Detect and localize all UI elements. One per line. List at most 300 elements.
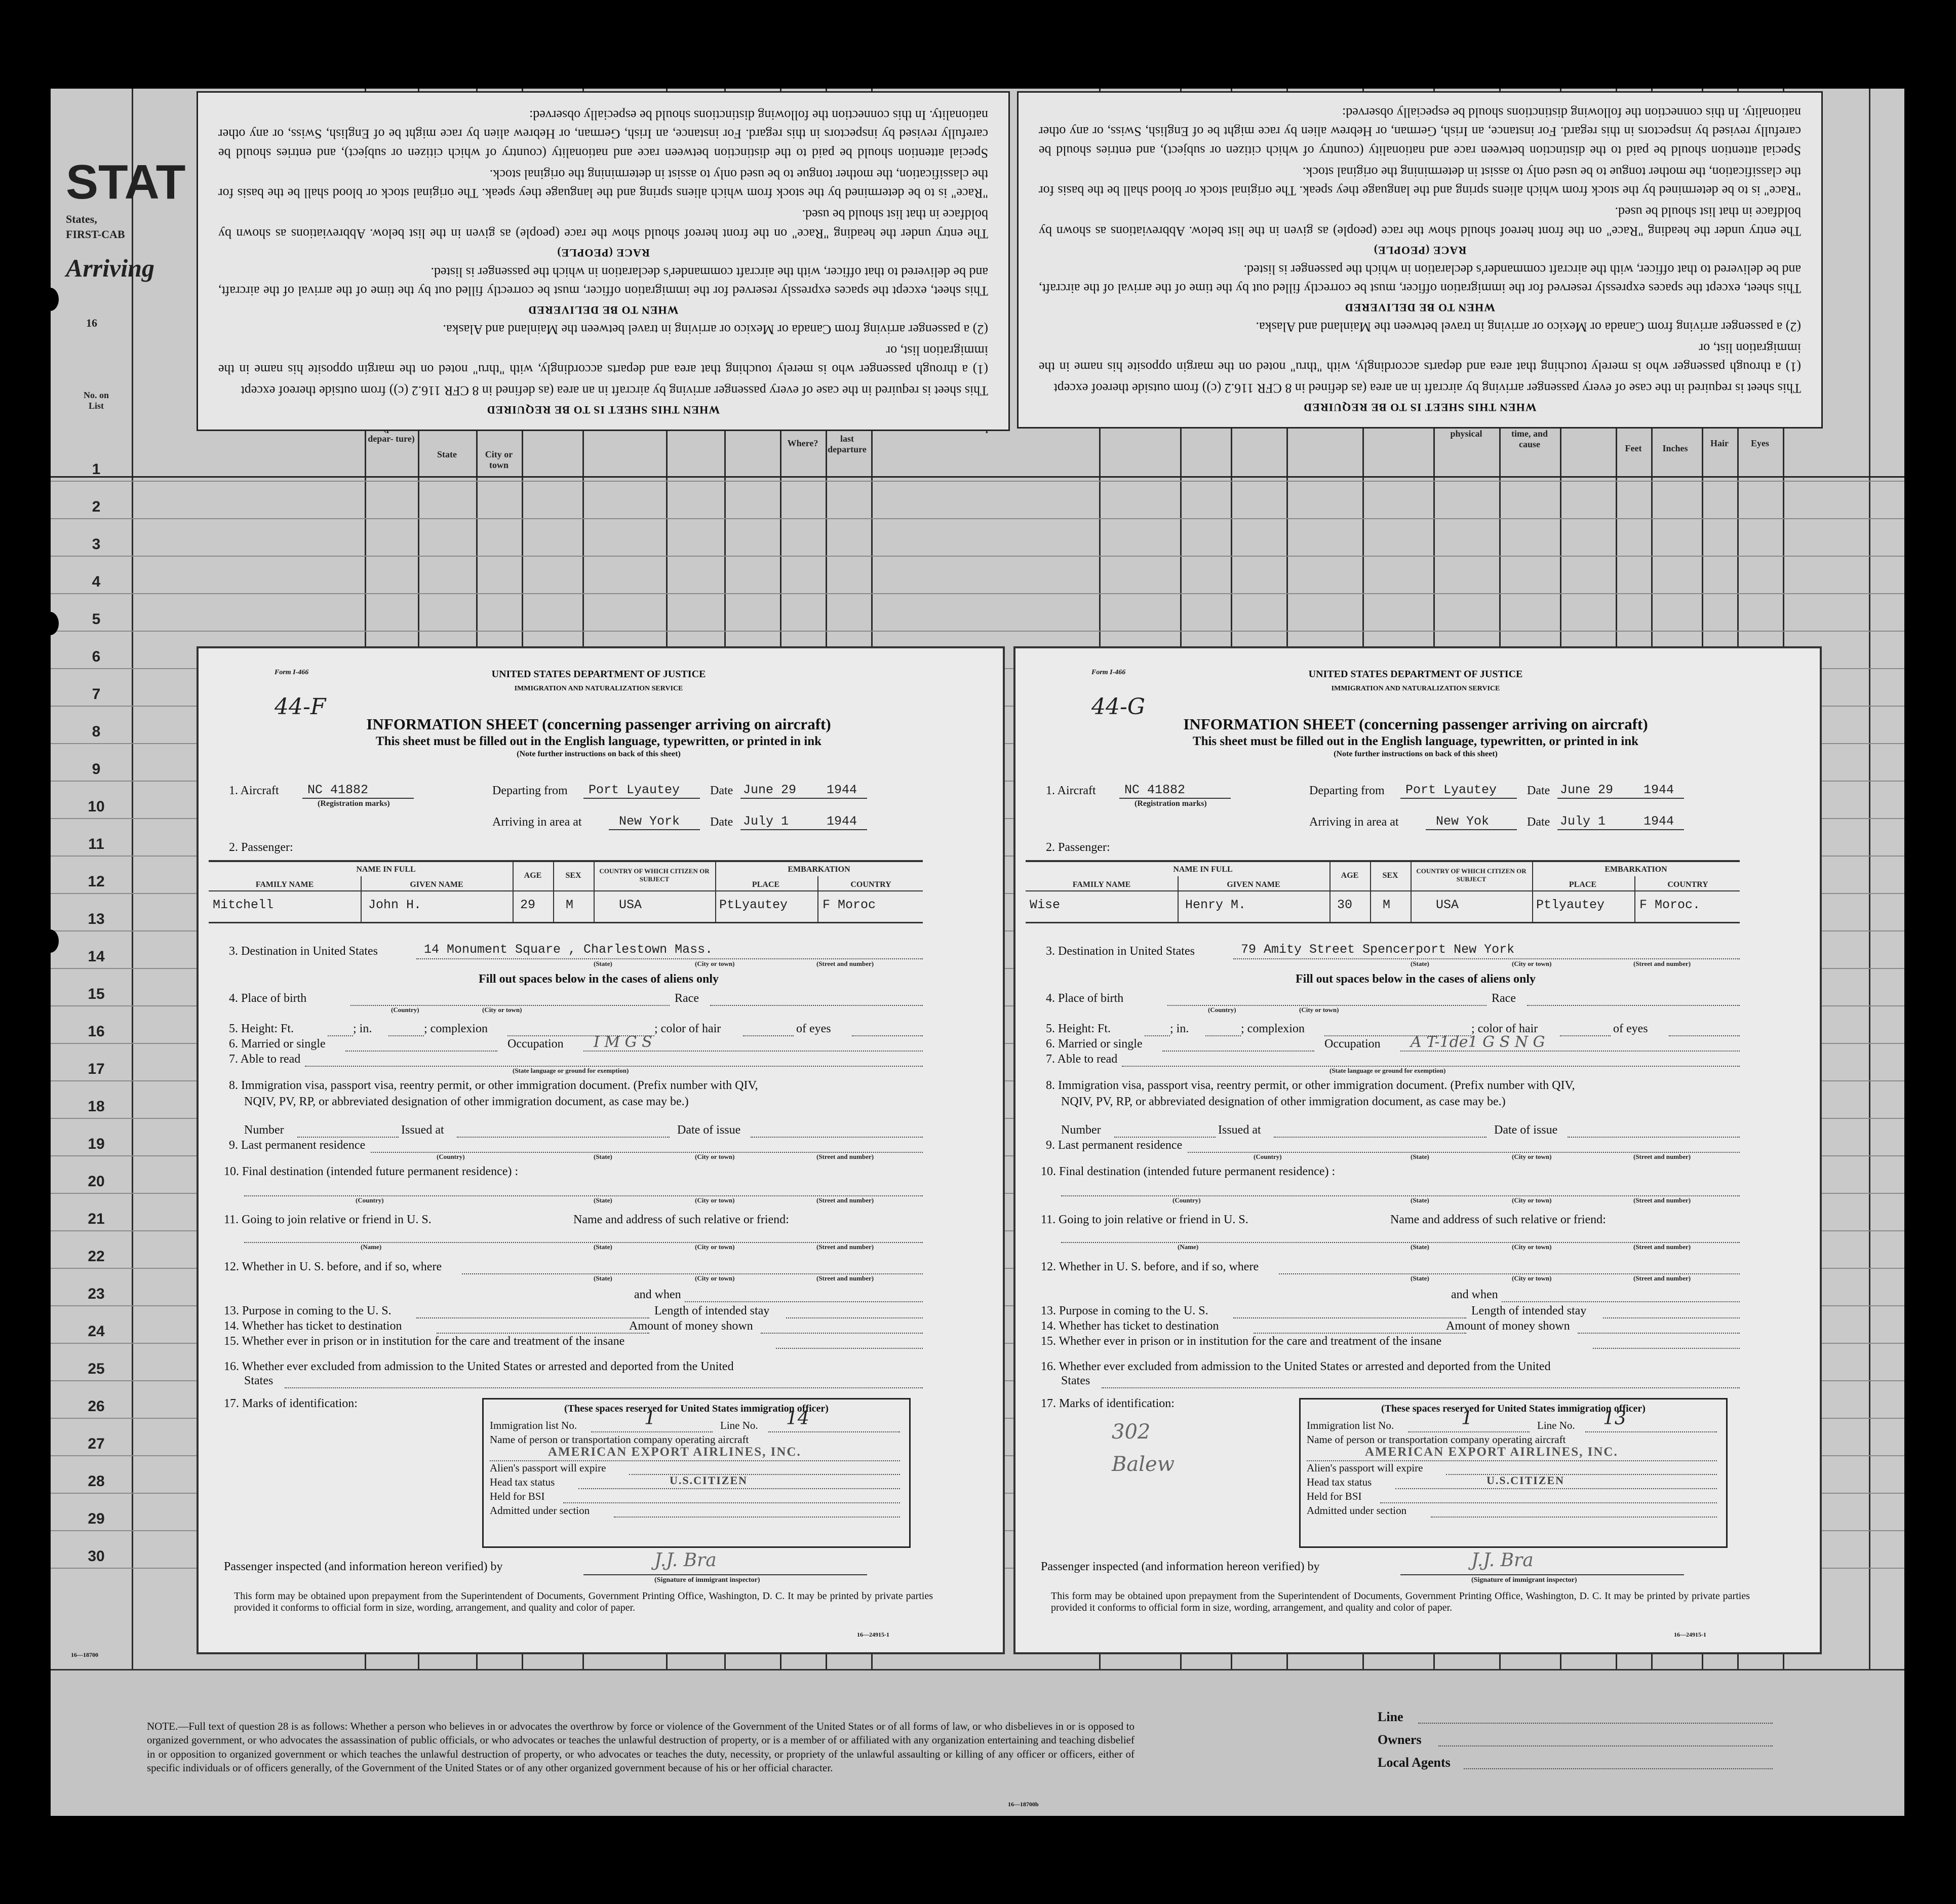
immigration-doc-label-2: NQIV, PV, RP, or abbreviated designation of other immigration document, as case may be.) — [1061, 1095, 1506, 1108]
row-number: 18 — [88, 1098, 105, 1115]
row-number: 9 — [92, 761, 101, 778]
destination-label: 3. Destination in United States — [1046, 945, 1195, 958]
blank-line — [852, 1035, 923, 1036]
ticket-label: 14. Whether has ticket to destination — [1041, 1319, 1219, 1333]
state-sublabel: (State) — [1411, 1274, 1429, 1282]
citizen-header: COUNTRY OF WHICH CITIZEN OR SUBJECT — [1416, 867, 1527, 883]
row-number: 19 — [88, 1136, 105, 1152]
name-sublabel: (Name) — [361, 1243, 382, 1251]
blank-line — [1408, 1431, 1530, 1432]
marks-label: 17. Marks of identification: — [1041, 1397, 1175, 1410]
city-sublabel: (City or town) — [695, 1243, 735, 1251]
blank-line — [1527, 1005, 1740, 1006]
sex-header: SEX — [565, 871, 581, 880]
departing-from-value[interactable]: Port Lyautey — [589, 783, 680, 797]
given-name-value[interactable]: Henry M. — [1185, 898, 1246, 912]
head-tax-label: Head tax status — [1307, 1476, 1372, 1488]
row-number: 2 — [92, 498, 101, 515]
arrive-date-value[interactable]: July 1 — [1560, 814, 1606, 829]
instruction-paragraph: This sheet, except the spaces expressly reserved for the immigration officer, must be correctly filled out by the time of the arrival of the aircraft, and be delivered to that officer, with the aircraft commander's declaration in which the passenger is listed. — [218, 264, 988, 299]
blank-line — [1233, 1317, 1466, 1318]
row-number: 4 — [92, 573, 101, 590]
arriving-line — [1426, 829, 1517, 830]
able-to-read-label: 7. Able to read — [229, 1053, 301, 1066]
city-sublabel: (City or town) — [1512, 1153, 1552, 1160]
table-divider — [1532, 860, 1533, 922]
state-sublabel: (State) — [594, 1196, 612, 1204]
country-sublabel: (Country) — [356, 1196, 384, 1204]
margin-note: 302 Balew — [1112, 1420, 1175, 1476]
instruction-paragraph: This sheet is required in the case of every passenger arriving by aircraft in an area (as defined in 8 CFR 116.2 (c)) from outside thereof except — [1053, 381, 1801, 396]
country-sublabel: (Country) — [1254, 1153, 1282, 1160]
married-label: 6. Married or single — [1046, 1037, 1143, 1051]
passenger-label: 2. Passenger: — [1046, 841, 1110, 854]
arriving-line — [609, 829, 700, 830]
inches-label: ; in. — [353, 1022, 372, 1035]
family-name-header: FAMILY NAME — [1072, 880, 1131, 889]
country-sublabel: (Country) — [437, 1153, 465, 1160]
marks-label: 17. Marks of identification: — [224, 1397, 358, 1410]
blank-line — [685, 1301, 923, 1302]
issued-at-label: Issued at — [1218, 1123, 1261, 1137]
row-number: 1 — [92, 461, 101, 478]
table-divider — [1329, 860, 1331, 922]
departing-from-label: Departing from — [1309, 784, 1385, 797]
signature-line — [1400, 1574, 1684, 1575]
aircraft-value[interactable]: NC 41882 — [307, 783, 369, 797]
row-number: 7 — [92, 686, 101, 703]
citizen-value[interactable]: USA — [619, 898, 642, 912]
family-name-value[interactable]: Mitchell — [213, 898, 274, 912]
inspector-signature[interactable]: J.J. Bra — [1471, 1550, 1534, 1571]
blank-line — [457, 1137, 670, 1138]
going-to-join-label: 11. Going to join relative or friend in U. S. — [1041, 1213, 1248, 1226]
instruction-paragraph: The entry under the heading "Race" on the front hereof should show the race (people) as given in the list below. Abbreviations as shown by boldface in that list should be used. — [1039, 205, 1801, 239]
embark-country-value[interactable]: F Moroc — [823, 898, 876, 912]
embark-country-value[interactable]: F Moroc. — [1639, 898, 1701, 912]
owners-label: Owners — [1378, 1732, 1422, 1747]
immigration-list-label: Immigration list No. — [1307, 1419, 1394, 1431]
place-of-birth-label: 4. Place of birth — [229, 992, 307, 1005]
form-footer-code: 16—24915-1 — [857, 1631, 889, 1638]
citizen-header: COUNTRY OF WHICH CITIZEN OR SUBJECT — [599, 867, 710, 883]
city-sublabel: (City or town) — [695, 1274, 735, 1282]
arriving-at-value[interactable]: New York — [619, 814, 680, 829]
instruction-paragraph: The entry under the heading "Race" on the front hereof should show the race (people) as given in the list below. Abbreviations as shown by boldface in that list should be used. — [218, 207, 988, 241]
date-line — [740, 829, 867, 830]
sex-value[interactable]: M — [566, 898, 574, 912]
signature-sublabel: (Signature of immigrant inspector) — [654, 1576, 760, 1584]
section-heading: WHEN THIS SHEET IS TO BE REQUIRED — [486, 404, 720, 416]
street-sublabel: (Street and number) — [1633, 1153, 1691, 1160]
form-subtitle-line: States, — [66, 213, 97, 225]
height-label: 5. Height: Ft. — [1046, 1022, 1111, 1035]
state-sublabel: (State) — [1411, 1196, 1429, 1204]
table-divider — [1178, 876, 1179, 922]
state-sublabel: (State) — [1411, 960, 1429, 967]
departing-from-value[interactable]: Port Lyautey — [1405, 783, 1497, 797]
destination-line — [1233, 958, 1740, 959]
state-sublabel: (State) — [594, 960, 612, 967]
arrive-date-value[interactable]: July 1 — [743, 814, 789, 829]
header-rule — [51, 476, 1904, 478]
instruction-sheet-back-right — [1017, 91, 1823, 429]
arrive-year-value[interactable]: 1944 — [1644, 814, 1674, 829]
row-rule — [51, 631, 1904, 632]
row-number: 8 — [92, 723, 101, 740]
table-top-rule — [1026, 860, 1740, 862]
section-heading: WHEN THIS SHEET IS TO BE REQUIRED — [1303, 401, 1537, 414]
sheet-subtitle: This sheet must be filled out in the English language, typewritten, or printed in ink — [1192, 734, 1639, 748]
row-number: 14 — [88, 948, 105, 965]
eyes-label: of eyes — [1613, 1022, 1648, 1035]
table-bottom-rule — [209, 922, 923, 923]
company-label: Name of person or transportation company operating aircraft — [490, 1433, 749, 1446]
language-sublabel: (State language or ground for exemption) — [513, 1067, 629, 1074]
arriving-in-area-label: Arriving in area at — [1309, 815, 1399, 829]
information-sheet-wise — [1013, 646, 1822, 1654]
city-sublabel: (City or town) — [1512, 1274, 1552, 1282]
blank-line — [578, 1488, 900, 1489]
back-note: (Note further instructions on back of this sheet) — [1334, 750, 1498, 758]
form-code: 16—18700 — [71, 1651, 98, 1658]
instruction-paragraph: (1) a through passenger who is merely touching that area and departs accordingly, with "thru" noted on the margin opposite his name in the immigration list, or — [218, 343, 988, 377]
number-label: Number — [1061, 1123, 1101, 1137]
age-header: AGE — [524, 871, 542, 880]
arriving-label: Arriving — [66, 254, 155, 282]
in-us-before-label: 12. Whether in U. S. before, and if so, where — [1041, 1260, 1259, 1273]
inspected-label: Passenger inspected (and information hereon verified) by — [1041, 1560, 1320, 1573]
citizen-value[interactable]: USA — [1436, 898, 1459, 912]
aircraft-line — [1119, 798, 1231, 799]
street-sublabel: (Street and number) — [1633, 1243, 1691, 1251]
column-header: Where? — [787, 438, 818, 448]
blank-line — [743, 1035, 794, 1036]
table-divider — [715, 860, 716, 922]
occupation-label: Occupation — [507, 1037, 564, 1051]
date-of-issue-label: Date of issue — [1494, 1123, 1558, 1137]
final-destination-label: 10. Final destination (intended future permanent residence) : — [1041, 1165, 1336, 1178]
date-line — [1557, 829, 1684, 830]
registration-marks-label: (Registration marks) — [318, 799, 390, 808]
date-line — [1557, 798, 1684, 799]
reserved-heading: (These spaces reserved for United States immigration officer) — [1381, 1403, 1646, 1414]
signature-line — [583, 1574, 867, 1575]
city-sublabel: (City or town) — [695, 1153, 735, 1160]
blank-line — [1669, 1035, 1740, 1036]
language-sublabel: (State language or ground for exemption) — [1329, 1067, 1446, 1074]
inspector-signature[interactable]: J.J. Bra — [654, 1550, 717, 1571]
column-header: Hair — [1710, 438, 1729, 448]
company-stamp[interactable]: AMERICAN EXPORT AIRLINES, INC. — [548, 1445, 801, 1459]
information-sheet-mitchell — [197, 646, 1005, 1654]
table-bottom-rule — [1026, 922, 1740, 923]
given-name-header: GIVEN NAME — [1227, 880, 1280, 889]
line-no-label: Line No. — [720, 1419, 758, 1431]
and-when-label: and when — [1451, 1288, 1498, 1301]
sex-header: SEX — [1382, 871, 1398, 880]
departing-from-label: Departing from — [492, 784, 568, 797]
city-sublabel: (City or town) — [1299, 1006, 1339, 1014]
blank-line — [285, 1387, 923, 1388]
local-agents-label: Local Agents — [1378, 1755, 1451, 1770]
depart-year-value[interactable]: 1944 — [1644, 783, 1674, 797]
row-number: 22 — [88, 1248, 105, 1265]
embarkation-header: EMBARKATION — [1605, 865, 1667, 874]
aircraft-label: 1. Aircraft — [229, 784, 279, 797]
street-sublabel: (Street and number) — [816, 1274, 874, 1282]
binder-hole — [42, 612, 59, 635]
place-header: PLACE — [1569, 880, 1597, 889]
row-rule — [51, 481, 1904, 482]
age-value[interactable]: 29 — [520, 898, 536, 912]
immigration-doc-label-2: NQIV, PV, RP, or abbreviated designation of other immigration document, as case may be.) — [244, 1095, 689, 1108]
handwritten-sheet-id: 44-F — [275, 694, 326, 720]
line-no-value[interactable]: 13 — [1603, 1408, 1626, 1429]
arrive-year-value[interactable]: 1944 — [827, 814, 857, 829]
passport-expire-label: Alien's passport will expire — [1307, 1462, 1423, 1474]
line-label: Line — [1378, 1709, 1403, 1724]
row-number: 24 — [88, 1323, 105, 1340]
relative-name-label: Name and address of such relative or friend: — [1390, 1213, 1606, 1226]
instruction-paragraph: "Race" is to be determined by the stock from which aliens spring and the language they speak. The original stock or blood shall be the basis for the classification, the mother tongue to be used only to assist in determining the original stock. — [218, 167, 988, 201]
city-sublabel: (City or town) — [695, 960, 735, 967]
instruction-paragraph: (2) a passenger arriving from Canada or Mexico or arriving in travel between the Mainland and Alaska. — [1256, 319, 1801, 334]
table-divider — [361, 876, 362, 922]
depart-year-value[interactable]: 1944 — [827, 783, 857, 797]
column-header: physical — [1450, 429, 1482, 439]
handwritten-sheet-id: 44-G — [1091, 694, 1146, 720]
eyes-label: of eyes — [796, 1022, 831, 1035]
blank-line — [563, 1502, 900, 1503]
table-header-rule — [1026, 890, 1740, 891]
column-header: Inches — [1662, 443, 1688, 453]
sex-value[interactable]: M — [1383, 898, 1391, 912]
blank-line — [1145, 1035, 1170, 1036]
issued-at-label: Issued at — [401, 1123, 444, 1137]
form-number: Form I-466 — [275, 669, 309, 676]
page-number: 16 — [86, 317, 97, 329]
blank-line — [1568, 1137, 1740, 1138]
table-divider — [1634, 876, 1635, 922]
in-us-before-label: 12. Whether in U. S. before, and if so, where — [224, 1260, 442, 1273]
street-sublabel: (Street and number) — [1633, 1274, 1691, 1282]
instruction-paragraph: (1) a through passenger who is merely touching that area and departs accordingly, with "thru" noted on the margin opposite his name in the immigration list, or — [1039, 340, 1801, 375]
embark-place-value[interactable]: Ptlyautey — [1536, 898, 1605, 912]
reserved-heading: (These spaces reserved for United States immigration officer) — [564, 1403, 829, 1414]
city-sublabel: (City or town) — [1512, 1243, 1552, 1251]
number-label: Number — [244, 1123, 284, 1137]
section-heading: RACE (PEOPLE) — [1373, 244, 1467, 257]
and-when-label: and when — [634, 1288, 681, 1301]
line-no-value[interactable]: 14 — [786, 1408, 809, 1429]
complexion-label: ; complexion — [1241, 1022, 1305, 1035]
service-title: IMMIGRATION AND NATURALIZATION SERVICE — [514, 685, 683, 692]
form-footer-text: This form may be obtained upon prepayment from the Superintendent of Documents, Government Printing Office, Washington, D. C. It may be printed by private parties provided it conforms to official form in size, wording, arrangement, and quality and color of paper. — [1051, 1590, 1750, 1613]
instruction-paragraph: Special attention should be paid to the distinction between race and nationality (country of which citizen or subject), and entries should be carefully revised by inspectors in this regard. For instance, an Irish, German, or Hebrew alien by race might be of English, Swiss, or any other nationality. In this connection the following distinctions should be especially observed: — [218, 107, 988, 161]
section-heading: RACE (PEOPLE) — [557, 246, 650, 259]
column-header: depar- ture) — [368, 434, 415, 444]
table-header-rule — [209, 890, 923, 891]
occupation-value[interactable]: I M G S — [594, 1033, 652, 1051]
form-footer-text: This form may be obtained upon prepayment from the Superintendent of Documents, Government Printing Office, Washington, D. C. It may be printed by private parties provided it conforms to official form in size, wording, arrangement, and quality and color of paper. — [234, 1590, 933, 1613]
blank-line — [1102, 1387, 1740, 1388]
arriving-at-value[interactable]: New Yok — [1436, 814, 1490, 829]
aliens-only-heading: Fill out spaces below in the cases of aliens only — [478, 973, 719, 986]
date-line — [740, 798, 867, 799]
city-sublabel: (City or town) — [1512, 960, 1552, 967]
row-number: 21 — [88, 1211, 105, 1227]
age-value[interactable]: 30 — [1337, 898, 1353, 912]
aircraft-line — [302, 798, 414, 799]
height-label: 5. Height: Ft. — [229, 1022, 294, 1035]
table-divider — [513, 860, 514, 922]
back-note: (Note further instructions on back of this sheet) — [517, 750, 681, 758]
arriving-in-area-label: Arriving in area at — [492, 815, 582, 829]
blank-line — [437, 1333, 649, 1334]
blank-line — [1578, 1333, 1740, 1334]
blank-line — [388, 1035, 424, 1036]
blank-line — [1307, 1460, 1717, 1461]
date-label: Date — [1527, 784, 1550, 797]
row-number: 17 — [88, 1061, 105, 1077]
held-bsi-label: Held for BSI — [1307, 1490, 1362, 1502]
table-divider — [1411, 860, 1412, 922]
row-rule — [51, 518, 1904, 519]
purpose-label: 13. Purpose in coming to the U. S. — [1041, 1304, 1208, 1317]
excluded-label-2: States — [1061, 1374, 1090, 1387]
ticket-label: 14. Whether has ticket to destination — [224, 1319, 402, 1333]
destination-value[interactable]: 14 Monument Square , Charlestown Mass. — [424, 942, 713, 957]
form-number: Form I-466 — [1091, 669, 1126, 676]
embarkation-header: EMBARKATION — [788, 865, 850, 874]
street-sublabel: (Street and number) — [1633, 1196, 1691, 1204]
question-28-note: NOTE.—Full text of question 28 is as follows: Whether a person who believes in or advocates the overthrow by force or violence of the Government of the United States or of all forms of law, or who disbelieves in or is opposed to organized government, or who advocates the assassination of public officials, or who advocates or teaches the unlawful destruction of property, or is a member of or affiliated with any organization entertaining and teaching disbelief in or opposition to organized government or which teaches the unlawful destruction of property, or who advocates or teaches the duty, necessity, or propriety of the unlawful assaulting or killing of any officer or officers, either of specific individuals or of officers generally, of the Government of the United States or of any other organized government because of his or her official character. — [147, 1720, 1135, 1774]
blank-line — [1585, 1431, 1717, 1432]
name-sublabel: (Name) — [1178, 1243, 1199, 1251]
column-header-no-on-list: No. on List — [83, 390, 109, 411]
race-label: Race — [1492, 992, 1516, 1005]
section-heading: WHEN TO BE DELIVERED — [1344, 301, 1496, 315]
instruction-paragraph: "Race" is to be determined by the stock from which aliens spring and the language they speak. The original stock or blood shall be the basis for the classification, the mother tongue to be used only to assist in determining the original stock. — [1039, 164, 1801, 199]
hair-label: ; color of hair — [654, 1022, 721, 1035]
instruction-paragraph: Special attention should be paid to the distinction between race and nationality (country of which citizen or subject), and entries should be carefully revised by inspectors in this regard. For instance, an Irish, German, or Hebrew alien by race might be of English, Swiss, or any other nationality. In this connection the following distinctions should be especially observed: — [1039, 105, 1801, 159]
given-name-value[interactable]: John H. — [368, 898, 422, 912]
row-number: 23 — [88, 1286, 105, 1302]
blank-line — [768, 1431, 900, 1432]
row-number: 27 — [88, 1435, 105, 1452]
country-header: COUNTRY — [1667, 880, 1708, 889]
street-sublabel: (Street and number) — [816, 960, 874, 967]
place-header: PLACE — [752, 880, 780, 889]
blank-line — [1603, 1317, 1740, 1318]
row-number: 5 — [92, 611, 101, 628]
blank-line — [1418, 1723, 1773, 1724]
depart-date-value[interactable]: June 29 — [1560, 783, 1614, 797]
column-divider — [1869, 89, 1870, 1816]
immigration-list-label: Immigration list No. — [490, 1419, 577, 1431]
sheet-title: INFORMATION SHEET (concerning passenger arriving on aircraft) — [1183, 715, 1648, 733]
depart-date-value[interactable]: June 29 — [743, 783, 797, 797]
row-number: 29 — [88, 1510, 105, 1527]
column-header: Feet — [1625, 443, 1642, 453]
blank-line — [1502, 1301, 1740, 1302]
hair-label: ; color of hair — [1471, 1022, 1538, 1035]
state-sublabel: (State) — [1411, 1243, 1429, 1251]
blank-line — [591, 1431, 713, 1432]
country-sublabel: (Country) — [1208, 1006, 1236, 1014]
destination-value[interactable]: 79 Amity Street Spencerport New York — [1241, 942, 1515, 957]
complexion-label: ; complexion — [424, 1022, 488, 1035]
length-of-stay-label: Length of intended stay — [654, 1304, 770, 1317]
admitted-label: Admitted under section — [1307, 1504, 1407, 1517]
date-of-issue-label: Date of issue — [677, 1123, 741, 1137]
inspected-label: Passenger inspected (and information hereon verified) by — [224, 1560, 503, 1573]
name-in-full-header: NAME IN FULL — [1173, 865, 1233, 874]
blank-line — [1274, 1137, 1486, 1138]
head-tax-stamp[interactable]: U.S.CITIZEN — [1486, 1474, 1565, 1487]
state-sublabel: (State) — [594, 1274, 612, 1282]
column-divider — [132, 89, 133, 1816]
date-label: Date — [710, 815, 733, 829]
row-number: 20 — [88, 1173, 105, 1190]
blank-line — [761, 1333, 923, 1334]
prison-label: 15. Whether ever in prison or in institution for the care and treatment of the insane — [1041, 1335, 1442, 1348]
row-rule — [51, 593, 1904, 594]
family-name-value[interactable]: Wise — [1030, 898, 1061, 912]
row-number: 3 — [92, 536, 101, 553]
column-header: City or town — [485, 449, 513, 470]
last-residence-label: 9. Last permanent residence — [1046, 1139, 1183, 1152]
column-header: last departure — [828, 434, 867, 454]
company-stamp[interactable]: AMERICAN EXPORT AIRLINES, INC. — [1365, 1445, 1618, 1459]
immigration-doc-label: 8. Immigration visa, passport visa, reentry permit, or other immigration document. (Prefix number with QIV, — [229, 1079, 758, 1092]
embark-place-value[interactable]: PtLyautey — [719, 898, 788, 912]
aircraft-value[interactable]: NC 41882 — [1124, 783, 1186, 797]
occupation-value[interactable]: A T-1de1 G S N G — [1411, 1033, 1545, 1051]
blank-line — [786, 1317, 923, 1318]
state-sublabel: (State) — [594, 1153, 612, 1160]
blank-line — [1162, 1051, 1314, 1052]
head-tax-stamp[interactable]: U.S.CITIZEN — [670, 1474, 748, 1487]
signature-sublabel: (Signature of immigrant inspector) — [1471, 1576, 1577, 1584]
immigration-doc-label: 8. Immigration visa, passport visa, reentry permit, or other immigration document. (Prefix number with QIV, — [1046, 1079, 1575, 1092]
immigration-list-value[interactable]: 1 — [644, 1408, 656, 1429]
line-no-label: Line No. — [1537, 1419, 1575, 1431]
immigration-list-value[interactable]: 1 — [1461, 1408, 1473, 1429]
aliens-only-heading: Fill out spaces below in the cases of aliens only — [1295, 973, 1536, 986]
aircraft-label: 1. Aircraft — [1046, 784, 1096, 797]
occupation-label: Occupation — [1324, 1037, 1381, 1051]
excluded-label: 16. Whether ever excluded from admission to the United States or arrested and deported from the United — [224, 1360, 734, 1373]
inches-label: ; in. — [1170, 1022, 1189, 1035]
money-label: Amount of money shown — [1446, 1319, 1570, 1333]
blank-line — [1395, 1488, 1717, 1489]
date-label: Date — [710, 784, 733, 797]
blank-line — [1431, 1517, 1717, 1518]
date-label: Date — [1527, 815, 1550, 829]
department-title: UNITED STATES DEPARTMENT OF JUSTICE — [491, 669, 706, 680]
blank-line — [1560, 1035, 1611, 1036]
blank-line — [614, 1517, 900, 1518]
country-sublabel: (Country) — [391, 1006, 419, 1014]
passport-expire-label: Alien's passport will expire — [490, 1462, 606, 1474]
country-header: COUNTRY — [850, 880, 891, 889]
going-to-join-label: 11. Going to join relative or friend in U. S. — [224, 1213, 432, 1226]
country-sublabel: (Country) — [1172, 1196, 1201, 1204]
able-to-read-label: 7. Able to read — [1046, 1053, 1118, 1066]
last-residence-label: 9. Last permanent residence — [229, 1139, 366, 1152]
